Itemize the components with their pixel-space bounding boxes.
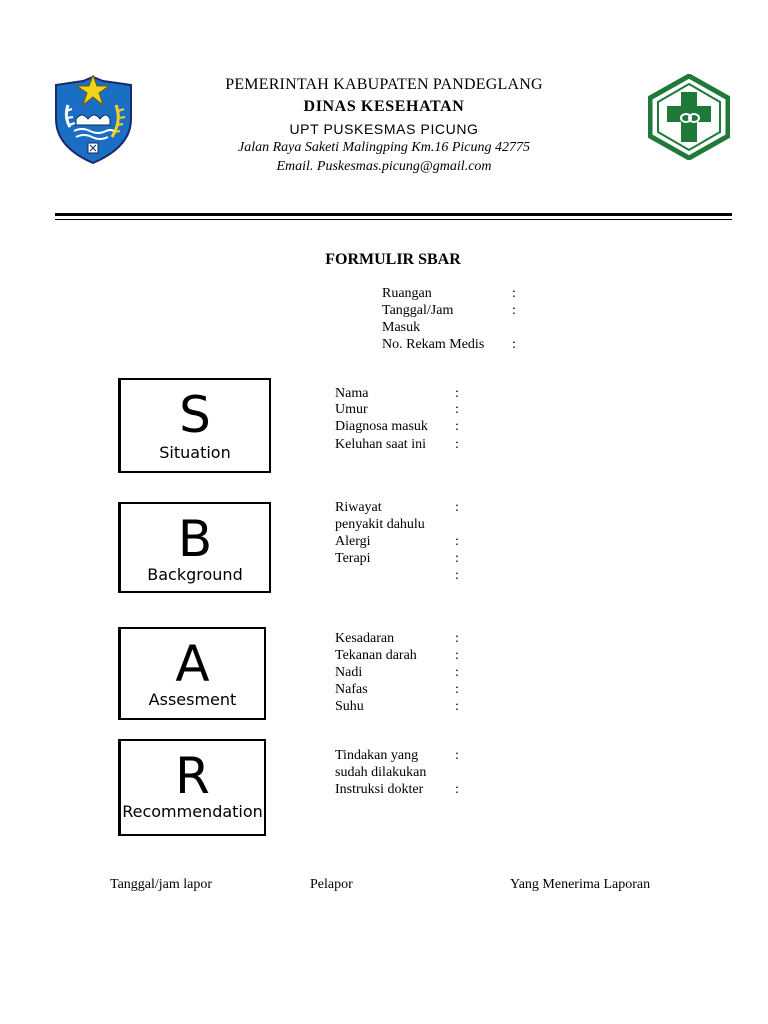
sbar-letter-b: B xyxy=(177,510,213,568)
field-colon-riwayat: : xyxy=(455,500,459,515)
field-label-alergi: Alergi xyxy=(335,534,371,549)
form-title: FORMULIR SBAR xyxy=(325,251,461,268)
field-label-keluhan: Keluhan saat ini xyxy=(335,437,426,452)
field-label-ruangan: Ruangan xyxy=(382,286,432,301)
sbar-box-background xyxy=(118,502,271,593)
field-colon-kesadaran: : xyxy=(455,631,459,646)
field-label-tanggal-jam: Tanggal/Jam xyxy=(382,303,454,318)
header-divider-thin xyxy=(55,219,732,220)
sbar-letter-r: R xyxy=(175,747,210,805)
field-colon-ruangan: : xyxy=(512,286,516,301)
header-government-name: PEMERINTAH KABUPATEN PANDEGLANG xyxy=(225,76,543,93)
field-colon-instruksi: : xyxy=(455,782,459,797)
field-label-nadi: Nadi xyxy=(335,665,363,680)
sbar-word-recommendation: Recommendation xyxy=(122,802,263,821)
field-label-sudah-dilakukan: sudah dilakukan xyxy=(335,765,427,780)
field-label-umur: Umur xyxy=(335,402,368,417)
field-label-tindakan: Tindakan yang xyxy=(335,748,419,763)
header-department: DINAS KESEHATAN xyxy=(303,98,465,115)
field-label-nama: Nama xyxy=(335,386,369,401)
field-label-instruksi: Instruksi dokter xyxy=(335,782,424,797)
field-colon-suhu: : xyxy=(455,699,459,714)
sbar-box-recommendation xyxy=(118,739,266,836)
field-colon-nafas: : xyxy=(455,682,459,697)
field-label-rekam-medis: No. Rekam Medis xyxy=(382,337,485,352)
sbar-word-background: Background xyxy=(147,565,243,584)
sbar-word-situation: Situation xyxy=(159,443,231,462)
sbar-box-situation xyxy=(118,378,271,473)
field-colon-diagnosa: : xyxy=(455,419,459,434)
header-address: Jalan Raya Saketi Malingping Km.16 Picung 42775 xyxy=(237,140,530,155)
sbar-letter-s: S xyxy=(179,386,211,444)
sbar-box-assesment xyxy=(118,627,266,720)
field-label-tekanan-darah: Tekanan darah xyxy=(335,648,417,663)
header-unit: UPT PUSKESMAS PICUNG xyxy=(289,121,479,137)
header-email: Email. Puskesmas.picung@gmail.com xyxy=(276,159,492,174)
field-colon-nama: : xyxy=(455,386,459,401)
field-colon-umur: : xyxy=(455,402,459,417)
field-colon-nadi: : xyxy=(455,665,459,680)
footer-date-label: Tanggal/jam lapor xyxy=(110,877,213,892)
field-label-kesadaran: Kesadaran xyxy=(335,631,395,646)
field-label-masuk: Masuk xyxy=(382,320,421,335)
field-colon-keluhan: : xyxy=(455,437,459,452)
footer-receiver-label: Yang Menerima Laporan xyxy=(510,877,651,892)
field-colon-terapi: : xyxy=(455,551,459,566)
sbar-letter-a: A xyxy=(175,635,210,693)
field-label-penyakit-dahulu: penyakit dahulu xyxy=(335,517,425,532)
field-label-nafas: Nafas xyxy=(335,682,368,697)
footer-reporter-label: Pelapor xyxy=(310,877,353,892)
field-colon-alergi: : xyxy=(455,534,459,549)
field-label-suhu: Suhu xyxy=(335,699,364,714)
field-colon-rekam-medis: : xyxy=(512,337,516,352)
header-divider-thick xyxy=(55,213,732,216)
sbar-word-assesment: Assesment xyxy=(148,690,237,709)
field-label-riwayat: Riwayat xyxy=(335,500,382,515)
field-label-diagnosa: Diagnosa masuk xyxy=(335,419,428,434)
field-label-terapi: Terapi xyxy=(335,551,371,566)
field-colon-tindakan: : xyxy=(455,748,459,763)
field-colon-extra: : xyxy=(455,568,459,583)
field-colon-tekanan-darah: : xyxy=(455,648,459,663)
field-colon-tanggal-jam: : xyxy=(512,303,516,318)
